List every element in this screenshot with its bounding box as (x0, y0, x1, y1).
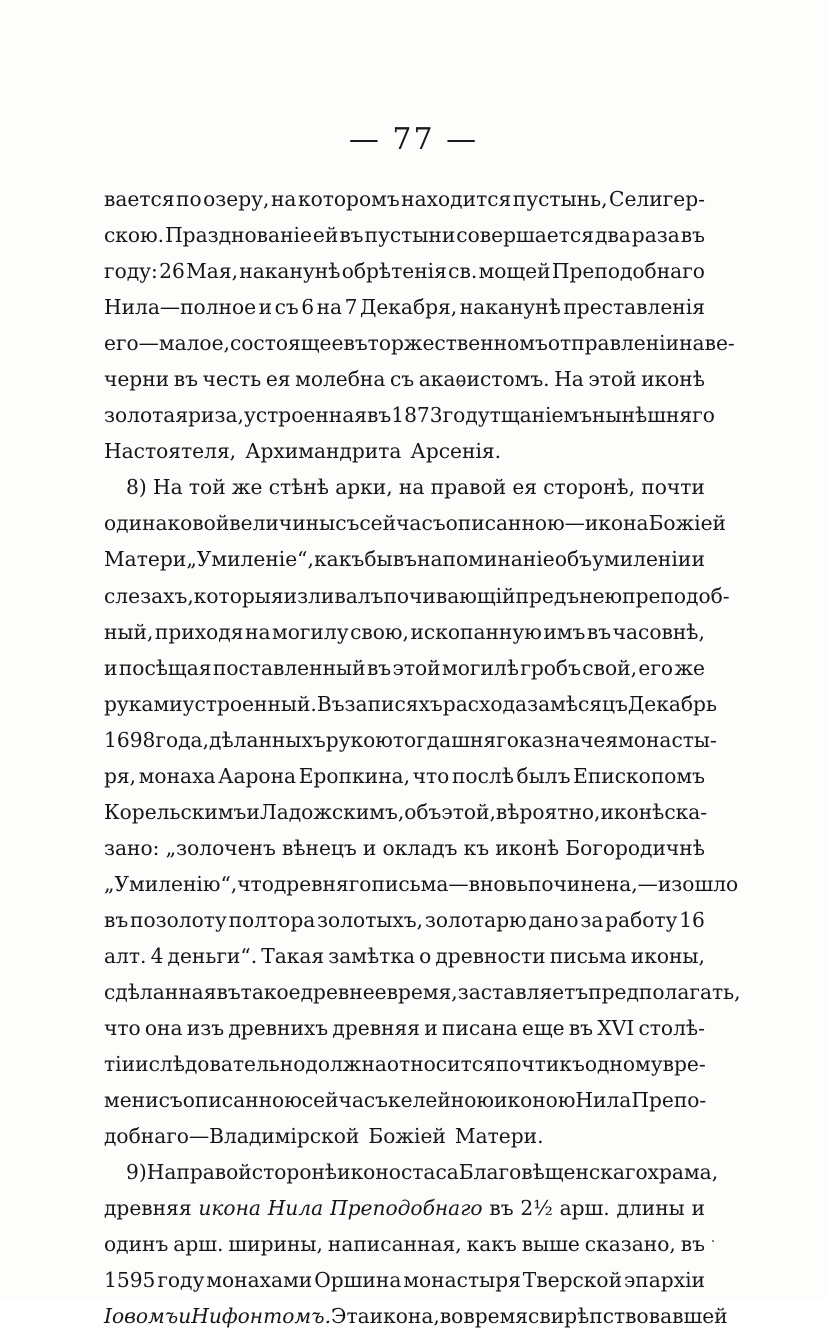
text-line (104, 1118, 705, 1154)
word: Нила—полное (104, 295, 257, 320)
text-line (104, 253, 705, 289)
word: добнаго—Владимірской (104, 1124, 360, 1149)
word: съ (158, 1088, 183, 1113)
word: позолоту (129, 907, 227, 932)
text-line (104, 578, 730, 614)
word: замѣтка (328, 943, 415, 968)
word: Нила (267, 1196, 324, 1221)
word: въ (680, 223, 705, 248)
word: древности (435, 943, 546, 968)
word: дѣланныхъ (209, 727, 326, 752)
word: древнее (300, 980, 387, 1005)
word: въ (104, 907, 129, 932)
word: гробъ (520, 655, 581, 680)
word: честь (202, 367, 262, 392)
word: описанною—икона (445, 511, 649, 536)
word: Божіей (368, 1124, 446, 1149)
word: Арсенія. (410, 439, 502, 464)
word: арш. (559, 1196, 610, 1221)
word: Декабрь (627, 691, 717, 716)
word: на (316, 295, 343, 320)
word: Въ (316, 691, 345, 716)
word: одинъ (104, 1232, 169, 1257)
word: Декабря, (359, 295, 458, 320)
word: съ (274, 295, 299, 320)
text-line (104, 614, 705, 650)
text-line (104, 1046, 705, 1082)
word: 2½ (520, 1196, 553, 1221)
word: 9) (126, 1160, 147, 1185)
word: этой, (441, 799, 496, 824)
word: она (144, 1016, 183, 1041)
word: ный, (104, 619, 154, 644)
word: икона (198, 1196, 261, 1221)
word: часовнѣ, (612, 619, 705, 644)
word: Эта (331, 1304, 370, 1329)
word: расхода (442, 691, 528, 716)
text-line (104, 1262, 705, 1298)
word: 26 (159, 259, 185, 284)
word: какъ (466, 1232, 517, 1257)
word: той (188, 475, 226, 500)
word: стѣнѣ (268, 475, 329, 500)
word: находится (401, 187, 512, 211)
word: сторонѣ (251, 1160, 338, 1185)
word: наканунѣ (459, 295, 561, 320)
word: Оршина (314, 1268, 402, 1293)
word: относится (386, 1052, 496, 1077)
word: Препо- (631, 1088, 707, 1113)
word: вѣнецъ (281, 835, 357, 860)
word: бы (364, 547, 393, 572)
word: въ (586, 619, 612, 644)
word: устроенный. (182, 691, 317, 716)
word: 6 (301, 295, 315, 320)
word: иконѣ (600, 799, 665, 824)
word: предполагать, (588, 980, 741, 1005)
word: наканунѣ (239, 259, 341, 284)
word: и (691, 1196, 705, 1221)
word: алт. (104, 943, 147, 968)
word: по (176, 187, 202, 211)
word: окладъ (382, 835, 458, 860)
word: иконѣ (495, 835, 560, 860)
word: свой, (582, 655, 637, 680)
word: что (104, 1016, 141, 1041)
word: Епископомъ (573, 763, 705, 788)
word: на (244, 619, 271, 644)
text-line (104, 758, 705, 794)
word: Преподобнаго (329, 1196, 483, 1221)
text-line (104, 505, 726, 541)
word: состоящее (229, 331, 344, 356)
word: рукою (325, 727, 393, 752)
word: же (231, 475, 263, 500)
word: отправленіи (547, 331, 680, 356)
word: вѣроятно, (495, 799, 601, 824)
word: его (638, 655, 674, 680)
word: время, (386, 980, 458, 1005)
word: и (104, 655, 118, 680)
word: Іовомъ (104, 1304, 179, 1329)
word: о (419, 943, 432, 968)
paper-speck (712, 1240, 714, 1242)
word: Благовѣщенскаго (458, 1160, 648, 1185)
word: 1698 (104, 727, 156, 752)
text-line (104, 181, 705, 217)
word: XVI (597, 1016, 635, 1041)
word: описанною (182, 1088, 302, 1113)
word: На (554, 367, 584, 392)
word: иконѣ (641, 367, 705, 392)
word: сейчасъ (301, 1088, 389, 1113)
word: нею (579, 583, 623, 608)
word: его—малое, (104, 331, 230, 356)
word: 4 (150, 943, 164, 968)
word: Божіей (648, 511, 726, 536)
word: на (398, 475, 425, 500)
word: которыя (193, 583, 284, 608)
text-line (104, 361, 705, 397)
word: ска- (664, 799, 708, 824)
text-line (104, 1082, 705, 1118)
word: на (679, 331, 705, 356)
word: дано (528, 907, 579, 932)
word: арки, (335, 475, 393, 500)
word: былъ (516, 763, 571, 788)
word: мощей (478, 259, 551, 284)
word: древняя (104, 1196, 192, 1221)
word: 8) (126, 475, 147, 500)
word: Архимандрита (245, 439, 402, 464)
word: монаха (138, 763, 216, 788)
word: въ (568, 1016, 594, 1041)
word: древняя (332, 1016, 420, 1041)
word: съ (389, 367, 415, 392)
word: На (146, 1160, 177, 1185)
word: сейчасъ (359, 511, 446, 536)
word: напоминаніе (417, 547, 555, 572)
word: преподоб- (622, 583, 730, 608)
word: икона, (369, 1304, 440, 1329)
word: устроенная (243, 403, 367, 428)
word: которомъ (297, 187, 400, 211)
word: въ (343, 331, 368, 356)
word: и (424, 1016, 438, 1041)
word: Мая, (186, 259, 238, 284)
word: и (362, 835, 377, 860)
text-line (104, 469, 705, 505)
word: арш. (173, 1232, 224, 1257)
word: къ (559, 1052, 585, 1077)
text-line (104, 1010, 705, 1046)
word: одинаковой (104, 511, 230, 536)
word: время (463, 1304, 529, 1329)
word: года, (155, 727, 210, 752)
text-line (104, 650, 705, 686)
word: починена,—изошло (527, 871, 739, 896)
word: году (442, 403, 490, 428)
word: Корельскимъ (104, 799, 247, 824)
text-line (104, 541, 705, 577)
word: Матери (104, 547, 187, 572)
word: иконостаса (337, 1160, 459, 1185)
word: этой (588, 367, 637, 392)
word: свою, (350, 619, 409, 644)
text-line (104, 433, 705, 469)
word: что (237, 871, 274, 896)
word: келейною (388, 1088, 494, 1113)
word: скою. (104, 223, 165, 248)
word: слѣдовательно (148, 1052, 306, 1077)
word: монастыря (403, 1268, 521, 1293)
word: изливалъ (283, 583, 384, 608)
word: вре- (662, 1052, 706, 1077)
text-line (104, 830, 705, 866)
text-line (104, 1298, 728, 1334)
text-line (104, 217, 705, 253)
word: году (157, 1268, 205, 1293)
word: въ (173, 367, 198, 392)
word: предъ (515, 583, 580, 608)
word: такое (240, 980, 301, 1005)
word: совершается (456, 223, 594, 248)
word: съ (335, 511, 360, 536)
word: столѣ- (638, 1016, 705, 1041)
word: Нила (575, 1088, 632, 1113)
word: въ (367, 403, 392, 428)
word: тогдашняго (392, 727, 519, 752)
word: поставленный (212, 655, 366, 680)
word: иконы, (630, 943, 705, 968)
word: слезахъ, (104, 583, 194, 608)
word: правой (430, 475, 507, 500)
word: правой (176, 1160, 252, 1185)
word: золотарю (424, 907, 527, 932)
word: на (270, 187, 297, 211)
word: Преподобнаго (551, 259, 705, 284)
text-line (104, 1190, 705, 1226)
word: посѣщая (118, 655, 212, 680)
word: древнихъ (228, 1016, 329, 1041)
word: Селигер- (609, 187, 705, 211)
word: казначея (518, 727, 619, 752)
word: ея (512, 475, 537, 500)
word: тщаніемъ (489, 403, 593, 428)
word: мени (104, 1088, 159, 1113)
word: „золоченъ (165, 835, 276, 860)
word: ископанную (410, 619, 542, 644)
word: деньги“. (167, 943, 258, 968)
word: имъ (543, 619, 586, 644)
text-line (104, 397, 715, 433)
word: могилѣ (442, 655, 519, 680)
word: приходя (154, 619, 244, 644)
word: полтора (228, 907, 316, 932)
word: „Умиленіе“, (186, 547, 314, 572)
word: мѣсяцъ (550, 691, 628, 716)
word: св. (448, 259, 478, 284)
word: пустынь, (512, 187, 608, 211)
word: же (674, 655, 705, 680)
word: году: (104, 259, 158, 284)
word: древняго (273, 871, 372, 896)
word: этой (392, 655, 441, 680)
word: свирѣпствовавшей (528, 1304, 728, 1329)
text-line (104, 1226, 705, 1262)
word: послѣ (451, 763, 514, 788)
word: золотыхъ, (317, 907, 424, 932)
word: два (594, 223, 631, 248)
word: какъ (314, 547, 365, 572)
word: сказано, (584, 1232, 676, 1257)
word: умиленіи (592, 547, 692, 572)
word: Ладожскимъ, (259, 799, 405, 824)
word: обрѣтенія (341, 259, 447, 284)
word: и (246, 799, 260, 824)
word: Тверской (522, 1268, 623, 1293)
word: 1873 (391, 403, 443, 428)
word: изъ (186, 1016, 225, 1041)
word: Настоятеля, (104, 439, 237, 464)
word: записяхъ (344, 691, 443, 716)
word: торжественномъ (367, 331, 548, 356)
word: въ (366, 655, 392, 680)
word: Богородичнѣ (565, 835, 705, 860)
word: монахами (206, 1268, 313, 1293)
word: одному (584, 1052, 663, 1077)
word: заставляетъ (457, 980, 589, 1005)
word: ря, (104, 763, 137, 788)
word: величины (229, 511, 336, 536)
word: за (580, 907, 604, 932)
word: и (135, 1052, 149, 1077)
word: къ (463, 835, 490, 860)
word: Еропкина, (298, 763, 410, 788)
word: Нифонтомъ. (191, 1304, 332, 1329)
word: Аарона (218, 763, 297, 788)
word: тіи (104, 1052, 136, 1077)
word: почти (495, 1052, 560, 1077)
word: зано: (104, 835, 160, 860)
text-line (104, 902, 705, 938)
word: преставленія (563, 295, 705, 320)
word: во (439, 1304, 464, 1329)
word: Матери. (454, 1124, 544, 1149)
word: письма (549, 943, 627, 968)
word: иконою (494, 1088, 576, 1113)
word: ея (265, 367, 291, 392)
word: и (691, 547, 705, 572)
word: 7 (344, 295, 358, 320)
word: сдѣланная (104, 980, 217, 1005)
word: что (412, 763, 450, 788)
word: „Умиленію“, (104, 871, 238, 896)
word: почивающій (383, 583, 516, 608)
word: и (178, 1304, 192, 1329)
word: и (258, 295, 273, 320)
word: 1595 (104, 1268, 156, 1293)
word: должна (305, 1052, 387, 1077)
word: въ (680, 1232, 705, 1257)
text-line (104, 974, 741, 1010)
word: эпархіи (623, 1268, 705, 1293)
word: въ (216, 980, 241, 1005)
word: работу (605, 907, 678, 932)
word: 16 (679, 907, 705, 932)
word: объ (554, 547, 592, 572)
word: озеру, (203, 187, 270, 211)
word: вается (104, 187, 175, 211)
word: писана (441, 1016, 518, 1041)
word: руками (104, 691, 183, 716)
text-line (104, 794, 708, 830)
word: могилу (272, 619, 349, 644)
text-line (104, 289, 705, 325)
word: въ (392, 547, 417, 572)
word: Празднованіе (165, 223, 312, 248)
word: еще (521, 1016, 565, 1041)
word: молебна (295, 367, 386, 392)
text-line (104, 866, 739, 902)
word: пустыни (364, 223, 456, 248)
word: храма, (647, 1160, 719, 1185)
word: акаѳистомъ. (418, 367, 550, 392)
word: золотая (104, 403, 189, 428)
word: Такая (261, 943, 325, 968)
word: На (152, 475, 183, 500)
text-line (104, 325, 735, 361)
word: ширины, (228, 1232, 323, 1257)
word: письма—вновь (371, 871, 528, 896)
word: сторонѣ, (543, 475, 636, 500)
word: за (527, 691, 551, 716)
text-line (104, 1154, 719, 1190)
word: раза (631, 223, 680, 248)
text-line (104, 938, 705, 974)
word: въ (489, 1196, 514, 1221)
page-number: — 77 — (348, 122, 479, 157)
word: объ (404, 799, 442, 824)
word: выше (521, 1232, 580, 1257)
word: ей (312, 223, 339, 248)
word: почти (641, 475, 705, 500)
word: риза, (188, 403, 244, 428)
word: въ (339, 223, 364, 248)
word: монасты- (618, 727, 717, 752)
text-line (104, 686, 717, 722)
word: нынѣшняго (592, 403, 715, 428)
word: ве- (704, 331, 735, 356)
text-line (104, 722, 717, 758)
word: написанная, (327, 1232, 462, 1257)
body-text (104, 181, 741, 1335)
word: длины (616, 1196, 685, 1221)
word: черни (104, 367, 170, 392)
